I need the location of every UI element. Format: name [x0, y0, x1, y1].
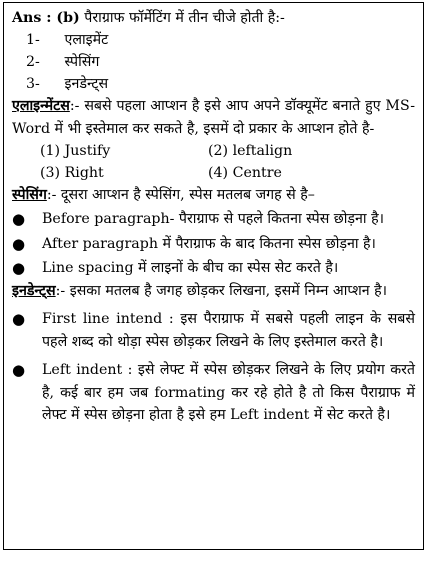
- spacing-paragraph: [12, 184, 415, 206]
- list-item-text: एलाइमेंट: [64, 32, 109, 48]
- bullet-icon: ●: [12, 234, 26, 253]
- option-item: (1) Justify: [40, 143, 111, 159]
- list-item-text: स्पेसिंग: [64, 54, 100, 70]
- list-item: [12, 29, 415, 51]
- list-item-text: इनडेन्ट्स: [64, 76, 109, 92]
- option-item: (2) leftalign: [208, 143, 293, 159]
- list-item: [12, 233, 415, 256]
- list-item: [12, 308, 415, 353]
- indents-heading: इनडेन्ट्स: [12, 282, 56, 299]
- list-item: [12, 73, 415, 95]
- list-item-number: 1-: [26, 32, 40, 48]
- spacing-heading: स्पेसिंग: [12, 187, 47, 203]
- list-item-number: 3-: [26, 76, 40, 92]
- answer-title: पैराग्राफ फॉर्मेटिंग में तीन चीजे होती है:-: [84, 10, 285, 26]
- option-item: (4) Centre: [208, 165, 282, 181]
- bullet-text: After paragraph में पैराग्राफ के बाद कितना स्पेस छोड़ना है।: [42, 235, 376, 252]
- indent-bullet-list: [12, 308, 415, 427]
- formatting-list: [12, 29, 415, 95]
- list-item: [12, 208, 415, 231]
- spacing-bullet-list: [12, 208, 415, 280]
- bullet-icon: ●: [12, 259, 26, 277]
- bullet-icon: ●: [12, 210, 26, 228]
- list-item: [12, 257, 415, 280]
- alignment-paragraph: [12, 95, 415, 140]
- alignment-options: [12, 140, 415, 184]
- alignment-text: :- सबसे पहला आप्शन है इसे आप अपने डॉक्यूमेंट बनाते हुए MS-Word में भी इस्तेमाल कर सकते है, इसमें दो प्रकार के आप्शन होते है-: [12, 98, 415, 137]
- alignment-heading: एलाइन्मेंटस: [12, 98, 70, 114]
- list-item-number: 2-: [26, 54, 40, 70]
- answer-label: Ans : (b): [12, 10, 80, 26]
- answer-box: [3, 2, 424, 550]
- spacing-text: :- दूसरा आप्शन है स्पेसिंग, स्पेस मतलब जगह से है–: [46, 187, 315, 203]
- list-item: [12, 51, 415, 73]
- option-item: (3) Right: [40, 165, 104, 181]
- answer-header: [12, 7, 415, 29]
- list-item: [12, 359, 415, 427]
- bullet-text: Line spacing में लाइनों के बीच का स्पेस सेट करते है।: [42, 260, 339, 276]
- bullet-text: Left indent : इसे लेफ्ट में स्पेस छोड़कर लिखने के लिए प्रयोग करते है, कई बार हम जब formating कर रहे होते है तो किस पैराग्राफ में लेफ्ट में स्पेस छोड़ना होता है इसे हम Left indent में सेट करते है।: [42, 362, 415, 423]
- indents-paragraph: [12, 280, 415, 303]
- bullet-text: First line intend : इस पैराग्राफ में सबसे पहली लाइन के सबसे पहले शब्द को थोड़ा स्पेस छोड़कर लिखने के लिए इस्तेमाल करते है।: [42, 311, 415, 350]
- indents-text: :- इसका मतलब है जगह छोड़कर लिखना, इसमें निम्न आप्शन है।: [55, 282, 388, 299]
- bullet-text: Before paragraph- पैराग्राफ से पहले कितना स्पेस छोड़ना है।: [42, 211, 384, 227]
- bullet-icon: ●: [12, 361, 26, 379]
- bullet-icon: ●: [12, 310, 26, 328]
